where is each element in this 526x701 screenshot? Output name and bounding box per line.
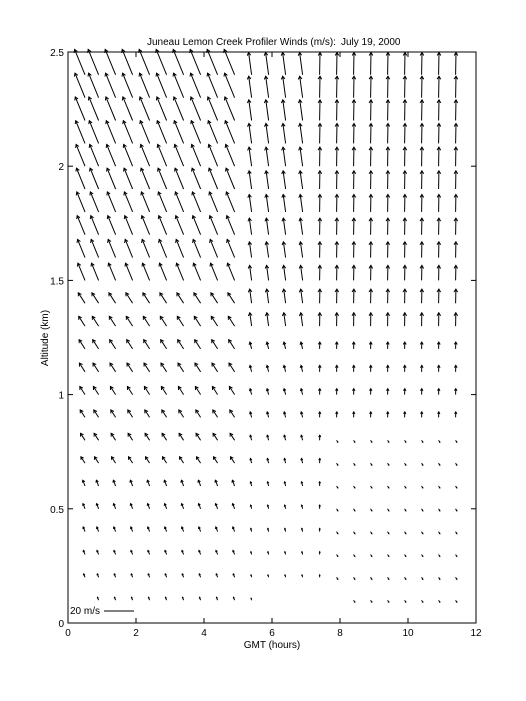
wind-vector-head xyxy=(319,575,320,576)
wind-vector-head xyxy=(251,598,252,599)
x-tick-label: 4 xyxy=(201,628,207,639)
y-tick-label: 1.5 xyxy=(50,276,64,288)
y-tick-label: 2 xyxy=(58,162,64,174)
x-tick-label: 6 xyxy=(269,628,275,639)
y-tick-label: 1 xyxy=(58,390,64,402)
chart-title: Juneau Lemon Creek Profiler Winds (m/s): xyxy=(147,37,336,48)
x-axis-label: GMT (hours) xyxy=(243,640,301,651)
x-tick-label: 2 xyxy=(133,628,139,639)
x-tick-label: 8 xyxy=(337,628,343,639)
wind-vector-head xyxy=(285,575,286,576)
chart-date: July 19, 2000 xyxy=(341,37,401,48)
x-tick-label: 12 xyxy=(470,628,482,639)
wind-vector-head xyxy=(319,552,320,553)
y-tick-label: 0 xyxy=(58,619,64,630)
wind-vector-head xyxy=(251,575,252,576)
y-tick-label: 2.5 xyxy=(50,48,64,59)
wind-vector-head xyxy=(268,575,269,576)
plot-area xyxy=(68,52,476,623)
y-tick-label: 0.5 xyxy=(50,504,64,516)
scale-label: 20 m/s xyxy=(70,606,101,617)
wind-vector-head xyxy=(302,575,303,576)
x-tick-label: 10 xyxy=(402,628,414,639)
y-axis-label: Altitude (km) xyxy=(40,309,51,367)
x-tick-label: 0 xyxy=(65,628,71,639)
